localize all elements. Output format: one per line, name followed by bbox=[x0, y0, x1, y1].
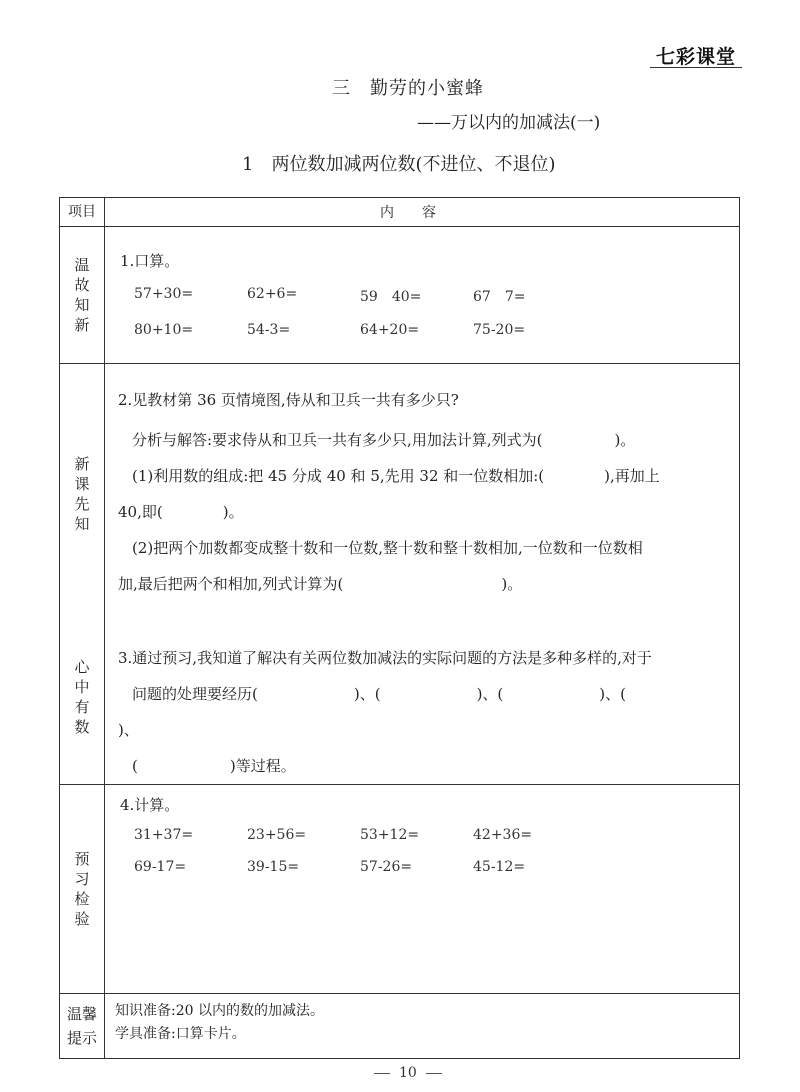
analysis-line: 分析与解答:要求侍从和卫兵一共有多少只,用加法计算,列式为( )。 bbox=[132, 431, 636, 449]
question-2: 2.见教材第 36 页情境图,侍从和卫兵一共有多少只? bbox=[118, 391, 459, 409]
page-number: 10 bbox=[365, 1065, 451, 1081]
category-label: 温故知新 bbox=[74, 256, 90, 334]
tip-tools: 学具准备:口算卡片。 bbox=[115, 1026, 246, 1042]
equation: 54-3= bbox=[247, 322, 291, 338]
category-practice bbox=[60, 785, 105, 994]
equation: 31+37= bbox=[134, 827, 194, 843]
equation-row bbox=[120, 286, 739, 306]
content-review bbox=[105, 227, 740, 364]
category-label: 温馨提示 bbox=[66, 1005, 97, 1047]
question-4: 4.计算。 bbox=[120, 796, 180, 814]
equation: 67 7= bbox=[473, 289, 526, 305]
lesson-title: 1 两位数加减两位数(不进位、不退位) bbox=[242, 154, 556, 175]
equation: 39-15= bbox=[247, 859, 300, 875]
section-review bbox=[60, 227, 740, 364]
category-tips bbox=[60, 994, 105, 1059]
header-content: 内容 bbox=[105, 198, 740, 227]
worksheet-table bbox=[59, 197, 740, 1059]
equation: 62+6= bbox=[247, 286, 298, 302]
category-label: 预习检验 bbox=[74, 850, 90, 928]
question-3-line-3: ( )等过程。 bbox=[132, 757, 296, 775]
table-header-row bbox=[60, 198, 740, 227]
content-tips bbox=[105, 994, 740, 1059]
category-new-lesson bbox=[60, 364, 105, 785]
unit-title: 三 勤劳的小蜜蜂 bbox=[332, 78, 484, 99]
category-review bbox=[60, 227, 105, 364]
equation: 53+12= bbox=[360, 827, 420, 843]
unit-subtitle: ——万以内的加减法(一) bbox=[417, 113, 601, 133]
brand-logo: 七彩课堂 bbox=[656, 46, 737, 68]
method-1-line-2: 40,即( )。 bbox=[118, 503, 244, 521]
content-practice bbox=[105, 785, 740, 994]
method-2-line-2: 加,最后把两个和相加,列式计算为( )。 bbox=[118, 575, 523, 593]
content-new-lesson bbox=[105, 364, 740, 785]
equation: 80+10= bbox=[134, 322, 194, 338]
equation-row bbox=[120, 322, 739, 338]
equation: 69-17= bbox=[134, 859, 187, 875]
equation-row bbox=[120, 859, 739, 875]
header-project: 项目 bbox=[60, 198, 105, 227]
equation: 75-20= bbox=[473, 322, 526, 338]
equation: 42+36= bbox=[473, 827, 533, 843]
equation: 23+56= bbox=[247, 827, 307, 843]
logo-underline bbox=[650, 67, 742, 68]
method-2-line: (2)把两个加数都变成整十数和一位数,整十数和整十数相加,一位数和一位数相 bbox=[132, 539, 643, 557]
equation: 64+20= bbox=[360, 322, 420, 338]
tip-knowledge: 知识准备:20 以内的数的加减法。 bbox=[115, 1003, 324, 1019]
section-tips bbox=[60, 994, 740, 1059]
method-1-line: (1)利用数的组成:把 45 分成 40 和 5,先用 32 和一位数相加:( ),再加上 bbox=[132, 467, 660, 485]
section-new-lesson bbox=[60, 364, 740, 785]
equation-row bbox=[120, 827, 739, 843]
question-3-line: 3.通过预习,我知道了解决有关两位数加减法的实际问题的方法是多种多样的,对于 bbox=[118, 649, 652, 667]
category-label: 心中有数 bbox=[74, 658, 90, 736]
question-1: 1.口算。 bbox=[120, 252, 180, 270]
section-practice bbox=[60, 785, 740, 994]
equation: 45-12= bbox=[473, 859, 526, 875]
equation: 57+30= bbox=[134, 286, 194, 302]
category-label: 新课先知 bbox=[74, 455, 90, 533]
question-3-line-2: 问题的处理要经历( )、( )、( )、()、 bbox=[118, 685, 627, 739]
equation: 57-26= bbox=[360, 859, 413, 875]
equation: 59 40= bbox=[360, 289, 422, 305]
